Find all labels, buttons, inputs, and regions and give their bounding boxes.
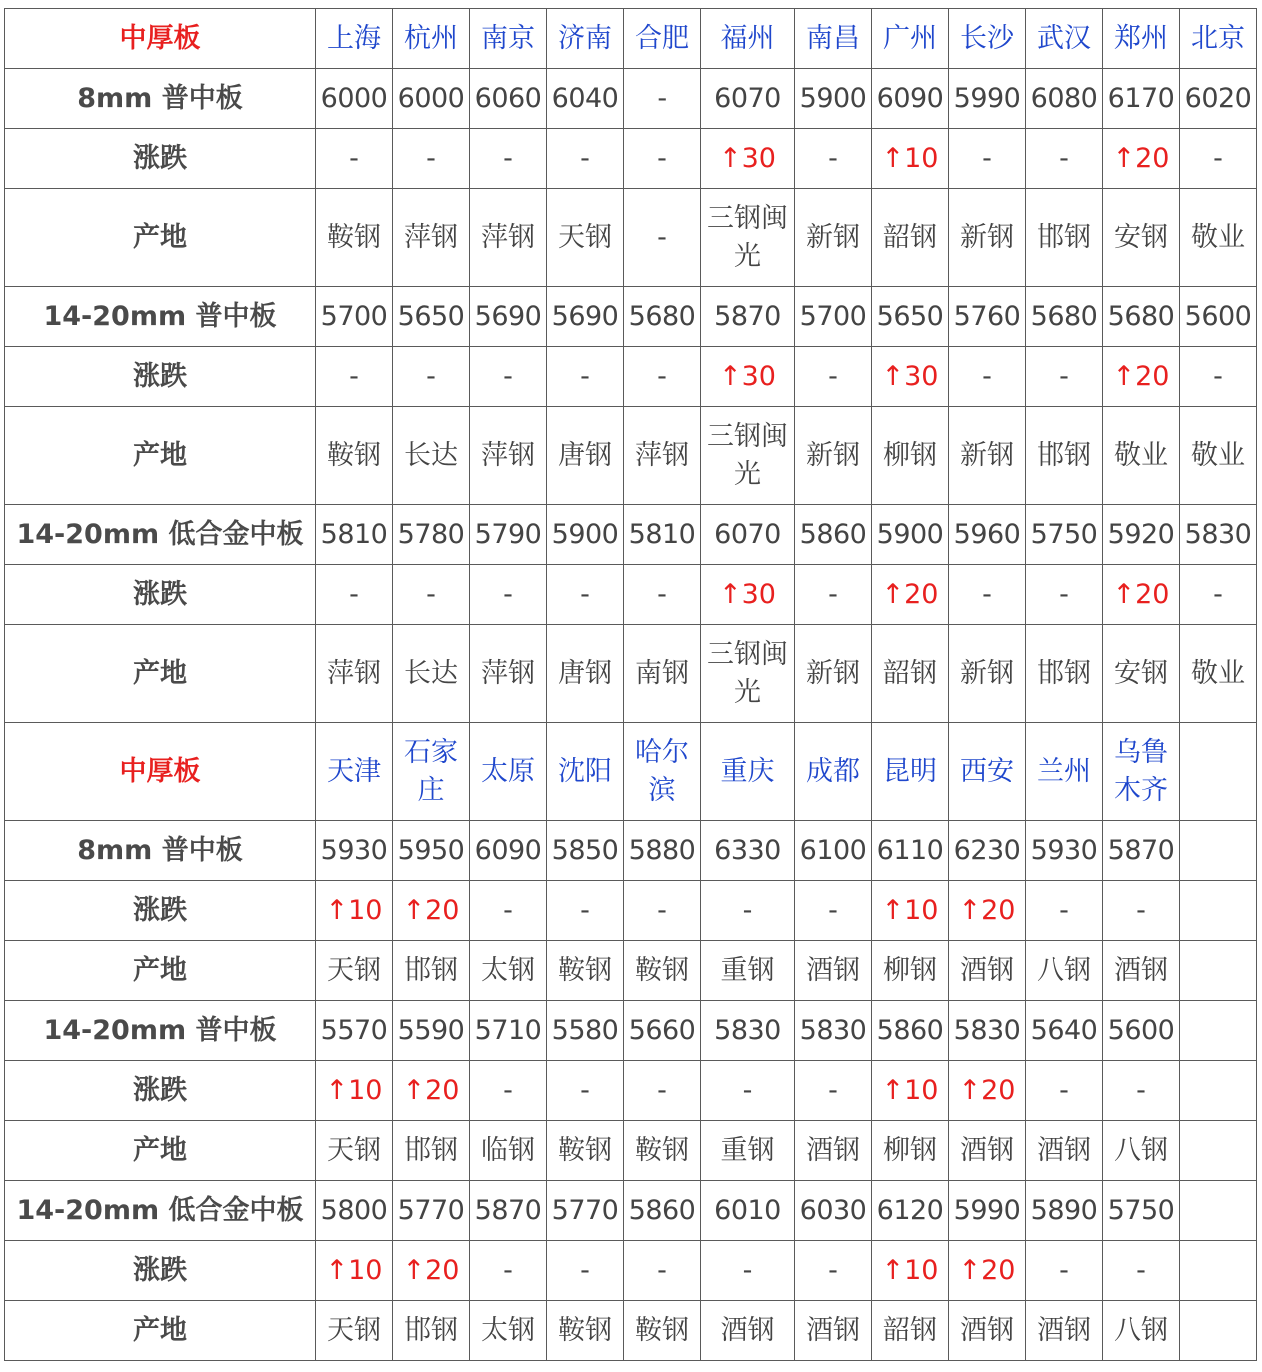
price-cell: 5580 [547,1001,624,1061]
origin-cell: 韶钢 [872,625,949,723]
city-header: 上海 [316,9,393,69]
origin-cell: 萍钢 [316,625,393,723]
price-cell: 5990 [949,1181,1026,1241]
change-cell: - [795,881,872,941]
price-cell: 5650 [872,287,949,347]
price-cell: 5770 [547,1181,624,1241]
price-cell: 5810 [316,505,393,565]
change-cell: - [701,1061,795,1121]
origin-cell: 萍钢 [393,189,470,287]
city-header: 南昌 [795,9,872,69]
row-label: 产地 [5,407,316,505]
row-label: 涨跌 [5,129,316,189]
change-cell: - [316,129,393,189]
table-row [5,625,1257,723]
price-cell: 6090 [872,69,949,129]
change-cell: ↑20 [949,881,1026,941]
price-cell: 5880 [624,821,701,881]
price-cell: 5750 [1103,1181,1180,1241]
price-cell: 5930 [1026,821,1103,881]
price-cell: 5900 [872,505,949,565]
change-cell: - [1026,129,1103,189]
origin-cell: 酒钢 [949,1121,1026,1181]
origin-cell: 邯钢 [393,1301,470,1361]
price-cell: 5770 [393,1181,470,1241]
origin-cell: 邯钢 [1026,189,1103,287]
city-header: 合肥 [624,9,701,69]
row-label: 14-20mm 低合金中板 [5,505,316,565]
change-cell: ↑20 [393,1241,470,1301]
origin-cell: 邯钢 [1026,407,1103,505]
change-cell: - [547,1241,624,1301]
price-cell: 5680 [1103,287,1180,347]
city-header: 西安 [949,723,1026,821]
origin-cell: 酒钢 [1026,1121,1103,1181]
change-cell: - [393,565,470,625]
origin-cell: 酒钢 [795,1121,872,1181]
city-header: 长沙 [949,9,1026,69]
price-cell: 5710 [470,1001,547,1061]
origin-cell: 鞍钢 [547,941,624,1001]
row-label: 14-20mm 低合金中板 [5,1181,316,1241]
origin-cell: 三钢闽光 [701,625,795,723]
price-cell: 5800 [316,1181,393,1241]
row-label: 涨跌 [5,1241,316,1301]
price-cell: 6120 [872,1181,949,1241]
origin-cell: 酒钢 [701,1301,795,1361]
price-cell: 5930 [316,821,393,881]
table-row [5,821,1257,881]
origin-cell: 酒钢 [949,1301,1026,1361]
price-cell: 5680 [1026,287,1103,347]
city-header: 郑州 [1103,9,1180,69]
table-row [5,189,1257,287]
origin-cell: - [624,189,701,287]
origin-cell: 鞍钢 [624,1301,701,1361]
city-header: 武汉 [1026,9,1103,69]
table-row [5,69,1257,129]
change-cell: ↑20 [393,1061,470,1121]
table-row [5,881,1257,941]
change-cell: ↑20 [393,881,470,941]
price-cell: 5870 [470,1181,547,1241]
row-label: 产地 [5,1301,316,1361]
origin-cell: 邯钢 [393,941,470,1001]
price-cell: 5690 [547,287,624,347]
change-cell: - [949,565,1026,625]
price-cell: 5640 [1026,1001,1103,1061]
origin-cell: 敬业 [1180,407,1257,505]
change-cell: - [1103,881,1180,941]
price-cell [1180,1001,1257,1061]
table-row [5,941,1257,1001]
origin-cell: 酒钢 [795,941,872,1001]
change-cell: - [624,347,701,407]
table-row [5,287,1257,347]
table-row [5,407,1257,505]
origin-cell: 唐钢 [547,407,624,505]
table-row [5,1181,1257,1241]
change-cell: ↑20 [1103,129,1180,189]
origin-cell: 酒钢 [1103,941,1180,1001]
change-cell [1180,1061,1257,1121]
origin-cell: 长达 [393,407,470,505]
origin-cell: 新钢 [949,407,1026,505]
change-cell: ↑20 [1103,565,1180,625]
change-cell: ↑20 [1103,347,1180,407]
origin-cell: 八钢 [1103,1301,1180,1361]
city-header: 天津 [316,723,393,821]
change-cell: - [701,881,795,941]
price-cell: 6090 [470,821,547,881]
city-header: 太原 [470,723,547,821]
price-cell: 5590 [393,1001,470,1061]
price-cell: 6030 [795,1181,872,1241]
origin-cell: 天钢 [316,941,393,1001]
row-label: 14-20mm 普中板 [5,1001,316,1061]
change-cell: ↑10 [316,1241,393,1301]
table-row [5,505,1257,565]
change-cell: - [547,881,624,941]
change-cell: - [795,347,872,407]
corner-label: 中厚板 [5,723,316,821]
origin-cell: 萍钢 [470,189,547,287]
table-row [5,129,1257,189]
city-header: 兰州 [1026,723,1103,821]
price-cell: 6170 [1103,69,1180,129]
table-row [5,1121,1257,1181]
price-cell: 6100 [795,821,872,881]
price-cell: 5830 [795,1001,872,1061]
change-cell: - [1180,565,1257,625]
city-header: 成都 [795,723,872,821]
price-cell: 5830 [949,1001,1026,1061]
origin-cell: 鞍钢 [547,1121,624,1181]
change-cell: - [393,347,470,407]
change-cell: - [470,1061,547,1121]
origin-cell: 新钢 [795,407,872,505]
change-cell: - [624,881,701,941]
price-cell: 5700 [795,287,872,347]
city-header: 杭州 [393,9,470,69]
price-cell: 6060 [470,69,547,129]
price-cell: 5950 [393,821,470,881]
change-cell: ↑10 [316,881,393,941]
city-header: 昆明 [872,723,949,821]
price-cell: - [624,69,701,129]
city-header: 哈尔滨 [624,723,701,821]
origin-cell: 鞍钢 [624,1121,701,1181]
table-row [5,1301,1257,1361]
origin-cell: 邯钢 [393,1121,470,1181]
table-row [5,1241,1257,1301]
origin-cell: 酒钢 [1026,1301,1103,1361]
change-cell: - [470,1241,547,1301]
origin-cell: 鞍钢 [316,407,393,505]
price-cell: 5990 [949,69,1026,129]
price-cell: 5690 [470,287,547,347]
price-cell: 6070 [701,69,795,129]
change-cell: ↑20 [949,1061,1026,1121]
row-label: 产地 [5,1121,316,1181]
origin-cell: 鞍钢 [547,1301,624,1361]
origin-cell: 新钢 [795,189,872,287]
city-header: 福州 [701,9,795,69]
price-cell: 5890 [1026,1181,1103,1241]
price-cell: 5860 [872,1001,949,1061]
origin-cell: 天钢 [547,189,624,287]
change-cell: ↑10 [872,1061,949,1121]
change-cell: - [470,881,547,941]
price-cell: 5850 [547,821,624,881]
change-cell: ↑10 [872,1241,949,1301]
price-cell: 5780 [393,505,470,565]
origin-cell: 唐钢 [547,625,624,723]
table-row [5,1061,1257,1121]
change-cell: - [316,347,393,407]
origin-cell: 新钢 [949,189,1026,287]
price-cell: 5660 [624,1001,701,1061]
change-cell: - [1180,347,1257,407]
origin-cell: 八钢 [1026,941,1103,1001]
price-cell [1180,821,1257,881]
origin-cell: 柳钢 [872,1121,949,1181]
price-cell: 5650 [393,287,470,347]
price-cell: 5960 [949,505,1026,565]
city-header: 石家庄 [393,723,470,821]
city-header: 南京 [470,9,547,69]
origin-cell: 酒钢 [795,1301,872,1361]
price-cell: 5760 [949,287,1026,347]
origin-cell: 新钢 [795,625,872,723]
origin-cell: 太钢 [470,1301,547,1361]
origin-cell: 重钢 [701,941,795,1001]
change-cell: - [547,565,624,625]
change-cell: ↑30 [701,129,795,189]
origin-cell: 安钢 [1103,625,1180,723]
origin-cell: 安钢 [1103,189,1180,287]
price-cell: 5870 [701,287,795,347]
origin-cell: 长达 [393,625,470,723]
row-label: 14-20mm 普中板 [5,287,316,347]
row-label: 8mm 普中板 [5,69,316,129]
change-cell: - [949,347,1026,407]
price-cell: 5830 [1180,505,1257,565]
origin-cell: 韶钢 [872,1301,949,1361]
price-cell: 6110 [872,821,949,881]
change-cell: - [624,1241,701,1301]
origin-cell: 重钢 [701,1121,795,1181]
city-header [1180,723,1257,821]
row-label: 产地 [5,189,316,287]
origin-cell: 酒钢 [949,941,1026,1001]
row-label: 8mm 普中板 [5,821,316,881]
change-cell [1180,1241,1257,1301]
price-cell: 5790 [470,505,547,565]
origin-cell: 萍钢 [470,625,547,723]
origin-cell: 萍钢 [470,407,547,505]
price-cell: 5750 [1026,505,1103,565]
origin-cell: 临钢 [470,1121,547,1181]
origin-cell: 敬业 [1180,189,1257,287]
price-cell: 6020 [1180,69,1257,129]
origin-cell [1180,941,1257,1001]
price-cell: 6330 [701,821,795,881]
table-row [5,347,1257,407]
price-cell: 6010 [701,1181,795,1241]
origin-cell: 柳钢 [872,941,949,1001]
change-cell: - [547,129,624,189]
change-cell: ↑30 [701,347,795,407]
table-row [5,1001,1257,1061]
origin-cell [1180,1301,1257,1361]
price-cell: 5600 [1180,287,1257,347]
change-cell: - [795,129,872,189]
origin-cell: 韶钢 [872,189,949,287]
change-cell: - [393,129,470,189]
price-cell: 6070 [701,505,795,565]
change-cell: ↑10 [872,881,949,941]
price-cell: 5900 [547,505,624,565]
price-cell: 6230 [949,821,1026,881]
price-cell: 6080 [1026,69,1103,129]
price-cell: 6040 [547,69,624,129]
price-cell [1180,1181,1257,1241]
table-row [5,565,1257,625]
city-header: 沈阳 [547,723,624,821]
change-cell: - [470,347,547,407]
change-cell [1180,881,1257,941]
price-cell: 6000 [316,69,393,129]
origin-cell: 南钢 [624,625,701,723]
price-cell: 5570 [316,1001,393,1061]
city-header: 乌鲁木齐 [1103,723,1180,821]
price-table-container [4,8,1257,1361]
change-cell: ↑30 [872,347,949,407]
city-header: 重庆 [701,723,795,821]
change-cell: - [624,565,701,625]
change-cell: - [470,129,547,189]
change-cell: - [624,1061,701,1121]
row-label: 涨跌 [5,347,316,407]
change-cell: - [547,1061,624,1121]
row-label: 涨跌 [5,565,316,625]
origin-cell: 三钢闽光 [701,189,795,287]
change-cell: - [470,565,547,625]
price-cell: 5860 [795,505,872,565]
change-cell: - [1026,565,1103,625]
price-cell: 5700 [316,287,393,347]
city-header: 济南 [547,9,624,69]
steel-plate-price-table [4,8,1257,1361]
price-cell: 5900 [795,69,872,129]
change-cell: ↑10 [316,1061,393,1121]
row-label: 产地 [5,941,316,1001]
table-body [5,9,1257,1361]
change-cell: - [1103,1241,1180,1301]
origin-cell: 萍钢 [624,407,701,505]
origin-cell: 天钢 [316,1301,393,1361]
change-cell: ↑20 [949,1241,1026,1301]
change-cell: ↑20 [872,565,949,625]
change-cell: - [949,129,1026,189]
change-cell: - [1026,1241,1103,1301]
price-cell: 5680 [624,287,701,347]
change-cell: - [547,347,624,407]
origin-cell: 天钢 [316,1121,393,1181]
price-cell: 5810 [624,505,701,565]
origin-cell: 敬业 [1180,625,1257,723]
origin-cell: 敬业 [1103,407,1180,505]
change-cell: - [795,1241,872,1301]
change-cell: - [1026,881,1103,941]
change-cell: - [316,565,393,625]
origin-cell: 三钢闽光 [701,407,795,505]
change-cell: - [795,565,872,625]
change-cell: ↑10 [872,129,949,189]
change-cell: - [701,1241,795,1301]
origin-cell: 鞍钢 [624,941,701,1001]
change-cell: - [1026,1061,1103,1121]
change-cell: - [624,129,701,189]
origin-cell: 柳钢 [872,407,949,505]
change-cell: - [1103,1061,1180,1121]
city-header: 北京 [1180,9,1257,69]
city-header-row [5,9,1257,69]
origin-cell: 太钢 [470,941,547,1001]
city-header: 广州 [872,9,949,69]
change-cell: ↑30 [701,565,795,625]
price-cell: 5860 [624,1181,701,1241]
origin-cell: 鞍钢 [316,189,393,287]
row-label: 产地 [5,625,316,723]
origin-cell: 邯钢 [1026,625,1103,723]
change-cell: - [795,1061,872,1121]
row-label: 涨跌 [5,1061,316,1121]
origin-cell: 八钢 [1103,1121,1180,1181]
price-cell: 5830 [701,1001,795,1061]
origin-cell: 新钢 [949,625,1026,723]
price-cell: 5920 [1103,505,1180,565]
price-cell: 5870 [1103,821,1180,881]
change-cell: - [1180,129,1257,189]
row-label: 涨跌 [5,881,316,941]
price-cell: 6000 [393,69,470,129]
city-header-row [5,723,1257,821]
change-cell: - [1026,347,1103,407]
origin-cell [1180,1121,1257,1181]
price-cell: 5600 [1103,1001,1180,1061]
corner-label: 中厚板 [5,9,316,69]
